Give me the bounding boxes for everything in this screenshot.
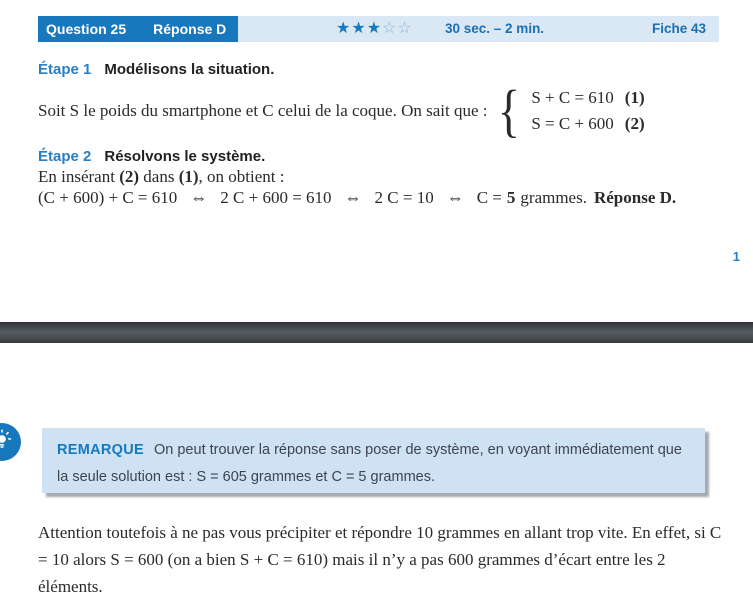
step2-heading (38, 148, 265, 165)
chain-eq2: 2 C + 600 = 610 (220, 188, 332, 207)
equation-1-text: S + C = 610 (531, 88, 614, 107)
equation-2-ref: (2) (624, 114, 645, 133)
remark-box (42, 428, 705, 493)
star-empty-icon: ☆☆ (382, 20, 413, 37)
chain-eq4: C = (476, 188, 502, 207)
answer-label: Réponse D (153, 21, 227, 37)
system-brace: { (498, 78, 521, 143)
equation-1-ref: (1) (624, 88, 645, 107)
duration-label: 30 sec. – 2 min. (445, 21, 545, 36)
equation-1 (531, 85, 644, 111)
result-value: 5 (506, 188, 516, 207)
fiche-reference: Fiche 43 (651, 21, 706, 36)
question-number-label: Question 25 (46, 21, 127, 37)
remark-text: On peut trouver la réponse sans poser de système, en voyant immédiatement que la seule solution est : S = 605 grammes et C = 5 grammes. (57, 442, 682, 485)
step1-label: Étape 1 (38, 61, 92, 78)
substitution-sentence (38, 167, 284, 187)
caution-paragraph: Attention toutefois à ne pas vous précipiter et répondre 10 grammes en allant trop vite. En effet, si C = 10 alors S = 600 (on a bien S + C = 610) mais il n’y a pas 600 grammes d’écart entre les 2 éléments. (38, 523, 722, 595)
equation-system (495, 78, 645, 143)
equation-2-text: S = C + 600 (531, 114, 614, 133)
system-row (38, 78, 719, 143)
result-unit: grammes. (520, 188, 587, 207)
question-answer-banner (38, 16, 238, 42)
chain-eq1: (C + 600) + C = 610 (38, 188, 178, 207)
substitution-post: , on obtient : (198, 167, 285, 186)
step2-title: Résolvons le système. (104, 148, 266, 165)
difficulty-rating (336, 16, 413, 42)
lightbulb-icon (0, 429, 13, 456)
question-header-bar (38, 16, 719, 42)
equivalence-arrow: ⇔ (344, 188, 362, 207)
star-filled-icon: ★★★ (336, 20, 383, 37)
system-intro-text: Soit S le poids du smartphone et C celui de la coque. On sait que : (38, 101, 488, 120)
substitution-ref1: (1) (178, 167, 199, 186)
substitution-pre: En insérant (38, 167, 120, 186)
chain-eq3: 2 C = 10 (374, 188, 434, 207)
header-meta-strip (238, 16, 719, 42)
page-number: 1 (732, 249, 740, 264)
remark-label: REMARQUE (57, 442, 144, 458)
step2-label: Étape 2 (38, 148, 92, 165)
equation-chain (38, 188, 676, 208)
equivalence-arrow: ⇔ (190, 188, 208, 207)
remark-badge (0, 423, 21, 461)
page-separator (0, 322, 753, 343)
system-equations (531, 85, 644, 137)
substitution-mid: dans (139, 167, 179, 186)
final-answer: Réponse D. (593, 188, 677, 207)
substitution-ref2: (2) (119, 167, 140, 186)
equation-2 (531, 111, 644, 137)
step1-title: Modélisons la situation. (104, 61, 275, 78)
equivalence-arrow: ⇔ (446, 188, 464, 207)
step1-heading (38, 61, 274, 78)
